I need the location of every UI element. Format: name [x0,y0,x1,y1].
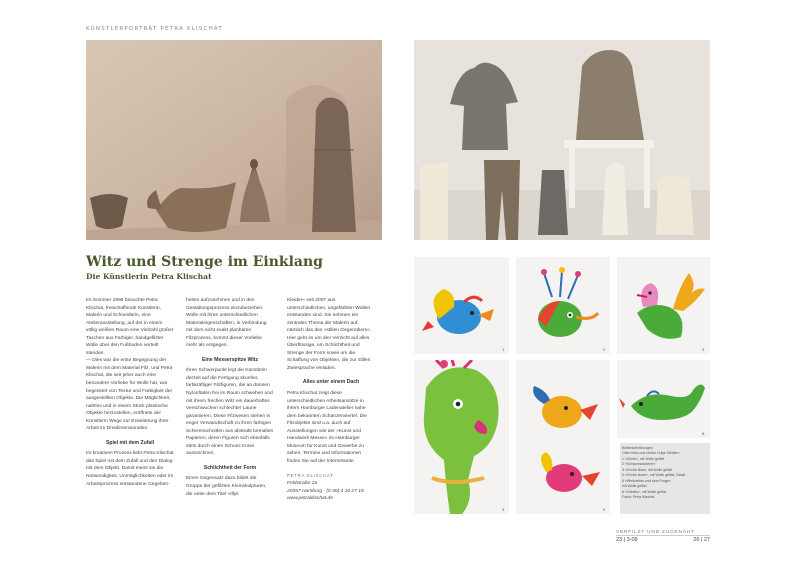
photo-felt-bird-3 [516,360,610,514]
contact-block [287,472,375,502]
caption-line: 2 »Schaumzauberer« [622,462,656,467]
photo-number: 3 [702,347,705,352]
article-subtitle: Die Künstlerin Petra Klischat [86,272,212,281]
photo-felt-dresses [414,40,710,240]
photo-felt-bird-2 [516,257,610,354]
issue-number: 23 | 3-09 [616,537,638,543]
captions-title: Bildbeschreibungen [622,446,653,450]
contact-street: Feldstraße 2a [287,481,318,487]
contact-city-phone: 20357 Hamburg · (0 40) 4 10 27 18 [287,488,364,494]
image-captions [620,443,710,514]
caption-line: 6 »Gebälk«, mit Wolle gefilzt [622,489,667,494]
photo-felt-creature-large [414,360,509,514]
magazine-name: VERFILZT UND ZUGENÄHT [616,530,695,535]
photo-number: 2 [603,347,606,352]
caption-line: mit Wolle gefilzt [622,484,647,489]
page-numbers: 26 | 27 [693,537,710,543]
paragraph: Kleider« seit 2007 aus unterschiedlichen, ungefärbten Wollen entstanden sind. Sie nehmen ein zentrales Thema der Malerin auf, nämlich das des »stillen Gegenübers«. Hier geht es um den Verzicht auf alles Überflüssige, um Schlichtheit und Strenge der Form sowie um die Schaffung von Objekten, die zur stillen Zwiesprache einladen. [287,298,372,371]
caption-line: 4 »Große Nase«, mit Wolle gefilzt, Detail [622,473,686,478]
article-title: Witz und Strenge im Einklang [86,254,323,270]
section-heading: Eine Messerspitze Witz [201,356,258,363]
photo-number: 5 [603,507,606,512]
photo-number: 6 [702,431,705,436]
caption-line: Oben links und rechts »Lilys Kleider« [622,451,680,456]
section-heading: Alles unter einem Dach [302,379,360,386]
paragraph-marker: — [86,358,91,364]
contact-name: PETRA KLISCHAT [287,473,334,479]
photo-number: 4 [502,507,505,512]
caption-line: 1 »Chirik«, mit Wolle gefilzt [622,456,665,461]
paragraph: heiten aufzunehmen und in den Gestaltungsprozess einzubeziehen. Wolle mit ihren unterschiedlichen Materialeigenschaften, in Verbindung mit dem nicht exakt planbaren Filzprozess, kommt dieser Vorliebe mehr als entgegen. [186,298,267,349]
paragraph: Einen Gegensatz dazu bildet die Gruppe der gefilzten Kleinskulpturen, die unter dem Titel »Illys [186,476,267,497]
paragraph: Ihren Schwerpunkt legt die Künstlerin derzeit auf die Fertigung skurriler, farbkräftiger Filzfiguren, die an dünnen Nylonfäden frei im Raum schweben und mit ihrem frechen Witz ein dauerhaftes Verschwuchen schlechter Laune garantieren. Diese Filzwesen stehen in enger Verwandtschaft zu ihren farbigen Scherenschnitten aus abstrakt bemalten Papieren, deren Figuren sich ebenfalls stets durch einen Schuss Ironie auszeichnen. [186,368,274,457]
paragraph: Im kreativen Prozess liebt Petra Klischat das Spiel mit dem Zufall und den Dialog mit dem Objekt. Damit meint sie die Notwendigkeit, Unmöglichkeiten oder im Arbeitsprozess entstandene Gegeben- [86,451,174,487]
photo-felt-bird-1 [414,257,509,354]
paragraph-text: Dies war die erste Begegnung der Malerin mit dem Material Filz, und Petra Klischat, die seit jeher auch eine besondere Vorliebe für Wolle hat, war begeistert von Textur und Farbigkeit der ausgestellten Objekte. Die Möglichkeit, nahtlos und in einem Stück plastische Objekte herzustellen, eröffnete der Künstlerin Wege zur Erweiterung ihrer Arbeit im Dreidimensionalen. [86,358,173,432]
caption-line: Fotos: Petra Klischat [622,495,655,500]
text-column-2 [186,297,274,498]
photo-felt-mermaid [617,257,710,354]
section-heading: Spiel mit dem Zufall [105,439,155,446]
text-column-3 [287,297,375,503]
contact-website[interactable]: www.petraklischat.de [287,496,333,502]
section-kicker: KÜNSTLERPORTRÄT PETRA KLISCHAT [86,26,223,32]
footer-divider [616,535,710,536]
paragraph: Petra Klischat zeigt diese unterschiedlichen Arbeitsansätze in ihrem Hamburger Ladenatelier nahe dem bekannten Schanzenviertel. Die Filzobjekte sind u.a. auch auf Ausstellungen wie der »Kunst und Handwerk Messe« im Hamburger Museum für Kunst und Gewerbe zu sehen. Termine und Informationen finden Sie auf der Internetseite. [287,391,367,464]
photo-number: 1 [502,347,505,352]
caption-line: 5 »Weisheiten und eine Frage« [622,478,671,483]
text-column-1 [86,297,174,488]
photo-felt-fish [617,360,710,438]
paragraph: Im Sommer 1996 besuchte Petra Klischat, freischaffende Künstlerin, Malerin und Schneiderin, eine Atelierausstellung, auf der in einem völlig weißen Raum eine Vielzahl großer Taschen aus Farbiger, handgefilzter Wolle über den Fußboden verteilt standen. [86,298,174,356]
paragraph [86,357,174,432]
caption-line: 3 »Große Nase, mit Wolle gefilzt [622,467,673,472]
section-heading: Schlichtheit der Form [203,464,257,471]
photo-felt-bowls [86,40,382,240]
